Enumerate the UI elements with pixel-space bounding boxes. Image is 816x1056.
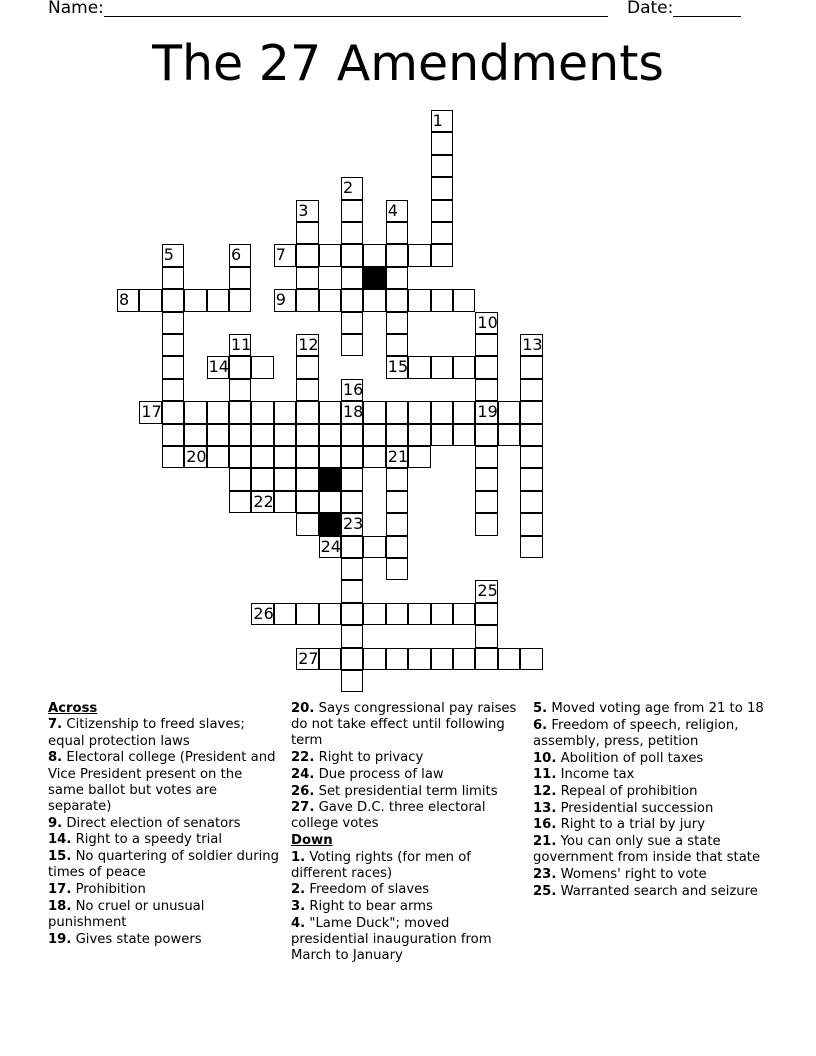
grid-cell[interactable] <box>408 424 430 446</box>
grid-cell[interactable] <box>431 132 453 154</box>
grid-cell[interactable] <box>251 446 273 468</box>
cell-number: 2 <box>343 178 354 198</box>
grid-cell[interactable] <box>319 491 341 513</box>
clue-number: 15. <box>48 849 72 865</box>
black-cell <box>363 267 385 289</box>
clue-item <box>533 718 773 750</box>
grid-cell[interactable] <box>229 491 251 513</box>
cell-number: 14 <box>208 357 229 377</box>
grid-cell[interactable] <box>386 401 408 423</box>
grid-cell[interactable] <box>184 289 206 311</box>
grid-cell[interactable] <box>274 603 296 625</box>
clue-number: 18. <box>48 898 72 914</box>
black-cell <box>319 513 341 535</box>
cell-number: 20 <box>186 447 207 466</box>
grid-cell[interactable] <box>408 648 430 670</box>
clue-number: 1. <box>291 849 306 865</box>
clue-text: Freedom of speech, religion, assembly, press, petition <box>533 717 739 749</box>
grid-cell[interactable] <box>520 513 542 535</box>
grid-cell[interactable] <box>386 558 408 580</box>
clue-item <box>533 834 773 866</box>
clue-text: Voting rights (for men of different races) <box>291 849 471 881</box>
clue-text: Right to bear arms <box>305 899 433 915</box>
clue-text: Income tax <box>556 767 635 783</box>
grid-cell[interactable] <box>296 468 318 490</box>
grid-cell[interactable] <box>386 424 408 446</box>
grid-cell[interactable] <box>408 446 430 468</box>
clue-number: 6. <box>533 717 548 733</box>
grid-cell[interactable] <box>319 603 341 625</box>
grid-cell[interactable] <box>341 446 363 468</box>
grid-cell[interactable] <box>162 334 184 356</box>
clue-item <box>533 884 773 900</box>
grid-cell[interactable] <box>475 446 497 468</box>
grid-cell[interactable] <box>363 603 385 625</box>
grid-cell[interactable] <box>296 222 318 244</box>
grid-cell[interactable] <box>296 244 318 266</box>
grid-cell[interactable] <box>296 267 318 289</box>
clue-number: 19. <box>48 931 72 947</box>
clue-number: 7. <box>48 717 63 733</box>
grid-cell[interactable] <box>207 401 229 423</box>
grid-cell[interactable] <box>341 468 363 490</box>
grid-cell[interactable] <box>296 401 318 423</box>
clue-number: 8. <box>48 750 63 766</box>
grid-cell[interactable] <box>251 424 273 446</box>
grid-cell[interactable] <box>453 424 475 446</box>
clue-item <box>291 701 523 750</box>
grid-cell[interactable] <box>207 424 229 446</box>
grid-cell[interactable] <box>319 289 341 311</box>
cell-number: 1 <box>432 111 443 130</box>
clue-item <box>48 717 280 749</box>
grid-cell[interactable] <box>520 491 542 513</box>
grid-cell[interactable] <box>431 424 453 446</box>
grid-cell[interactable] <box>296 513 318 535</box>
grid-cell[interactable] <box>319 446 341 468</box>
grid-cell[interactable] <box>408 401 430 423</box>
clue-item <box>533 701 773 717</box>
grid-cell[interactable] <box>431 648 453 670</box>
name-label: Name: <box>48 0 104 18</box>
grid-cell[interactable] <box>341 222 363 244</box>
cell-number: 23 <box>343 514 364 534</box>
grid-cell[interactable] <box>520 379 542 401</box>
cell-number: 10 <box>477 312 498 332</box>
grid-cell[interactable] <box>162 446 184 468</box>
grid-cell[interactable] <box>363 648 385 670</box>
grid-cell[interactable] <box>520 356 542 378</box>
grid-cell[interactable] <box>274 468 296 490</box>
clue-text: No cruel or unusual punishment <box>48 898 205 930</box>
across-heading: Across <box>48 701 98 716</box>
grid-cell[interactable] <box>162 379 184 401</box>
grid-cell[interactable] <box>274 491 296 513</box>
grid-cell[interactable] <box>408 356 430 378</box>
clue-item <box>48 899 280 931</box>
clue-item <box>533 817 773 833</box>
grid-cell[interactable] <box>319 244 341 266</box>
grid-cell[interactable] <box>475 603 497 625</box>
grid-cell[interactable] <box>475 468 497 490</box>
grid-cell[interactable] <box>341 558 363 580</box>
clue-item <box>291 899 523 915</box>
clue-number: 2. <box>291 882 306 898</box>
grid-cell[interactable] <box>453 603 475 625</box>
grid-cell[interactable] <box>431 244 453 266</box>
clue-number: 3. <box>291 899 306 915</box>
grid-cell[interactable] <box>229 424 251 446</box>
grid-cell[interactable] <box>341 603 363 625</box>
grid-cell[interactable] <box>251 468 273 490</box>
clue-item <box>533 867 773 883</box>
grid-cell[interactable] <box>408 244 430 266</box>
grid-cell[interactable] <box>341 625 363 647</box>
grid-cell[interactable] <box>341 200 363 222</box>
grid-cell[interactable] <box>162 424 184 446</box>
clue-number: 20. <box>291 701 315 716</box>
grid-cell[interactable] <box>251 356 273 378</box>
clue-text: Prohibition <box>71 881 146 897</box>
grid-cell[interactable] <box>274 446 296 468</box>
cell-number: 21 <box>387 447 409 466</box>
grid-cell[interactable] <box>251 401 273 423</box>
grid-cell[interactable] <box>139 289 161 311</box>
grid-cell[interactable] <box>520 424 542 446</box>
clue-text: Electoral college (President and Vice President present on the same ballot but votes are separate) <box>48 750 276 814</box>
clue-text: "Lame Duck"; moved presidential inauguration from March to January <box>291 915 492 964</box>
cell-number: 5 <box>163 245 174 265</box>
grid-cell[interactable] <box>341 670 363 692</box>
grid-cell[interactable] <box>296 379 318 401</box>
grid-cell[interactable] <box>431 222 453 244</box>
grid-cell[interactable] <box>162 401 184 423</box>
grid-cell[interactable] <box>386 289 408 311</box>
cell-number: 16 <box>343 379 364 399</box>
grid-cell[interactable] <box>341 312 363 334</box>
grid-cell[interactable] <box>162 356 184 378</box>
grid-cell[interactable] <box>341 648 363 670</box>
cell-number: 9 <box>275 290 286 310</box>
clue-text: You can only sue a state government from inside that state <box>533 834 761 866</box>
clue-number: 14. <box>48 832 72 848</box>
grid-cell[interactable] <box>341 334 363 356</box>
grid-cell[interactable] <box>319 401 341 423</box>
clue-number: 17. <box>48 881 72 897</box>
grid-cell[interactable] <box>363 401 385 423</box>
grid-cell[interactable] <box>207 446 229 468</box>
clue-item <box>533 801 773 817</box>
grid-cell[interactable] <box>386 267 408 289</box>
grid-cell[interactable] <box>386 648 408 670</box>
grid-cell[interactable] <box>475 648 497 670</box>
grid-cell[interactable] <box>453 401 475 423</box>
grid-cell[interactable] <box>475 379 497 401</box>
grid-cell[interactable] <box>475 334 497 356</box>
clues-column-2 <box>291 701 523 965</box>
clue-text: Set presidential term limits <box>314 783 498 799</box>
cell-number: 13 <box>522 335 543 354</box>
clue-text: Right to a trial by jury <box>556 817 705 833</box>
grid-cell[interactable] <box>363 446 385 468</box>
grid-cell[interactable] <box>363 536 385 558</box>
clue-text: Warranted search and seizure <box>556 883 758 899</box>
clue-item <box>48 750 280 815</box>
clue-item <box>291 800 523 832</box>
grid-cell[interactable] <box>341 424 363 446</box>
cell-number: 22 <box>253 491 274 511</box>
clue-text: Moved voting age from 21 to 18 <box>547 701 764 716</box>
grid-cell[interactable] <box>229 267 251 289</box>
grid-cell[interactable] <box>386 334 408 356</box>
grid-cell[interactable] <box>520 446 542 468</box>
clue-text: Direct election of senators <box>62 815 241 831</box>
grid-cell[interactable] <box>229 401 251 423</box>
grid-cell[interactable] <box>498 401 520 423</box>
clue-number: 16. <box>533 817 557 833</box>
grid-cell[interactable] <box>431 401 453 423</box>
black-cell <box>319 468 341 490</box>
grid-cell[interactable] <box>341 536 363 558</box>
grid-cell[interactable] <box>408 603 430 625</box>
grid-cell[interactable] <box>386 468 408 490</box>
grid-cell[interactable] <box>475 356 497 378</box>
clue-number: 9. <box>48 815 63 831</box>
grid-cell[interactable] <box>386 536 408 558</box>
grid-cell[interactable] <box>296 424 318 446</box>
grid-cell[interactable] <box>363 424 385 446</box>
clue-number: 21. <box>533 834 557 850</box>
clue-text: Gives state powers <box>71 931 202 947</box>
grid-cell[interactable] <box>431 155 453 177</box>
grid-cell[interactable] <box>274 424 296 446</box>
grid-cell[interactable] <box>184 424 206 446</box>
grid-cell[interactable] <box>162 289 184 311</box>
clue-item <box>291 750 523 766</box>
grid-cell[interactable] <box>453 648 475 670</box>
clue-number: 22. <box>291 750 315 766</box>
grid-cell[interactable] <box>319 424 341 446</box>
grid-cell[interactable] <box>363 289 385 311</box>
grid-cell[interactable] <box>229 356 251 378</box>
cell-number: 8 <box>119 290 130 310</box>
clue-item <box>533 751 773 767</box>
clue-text: Freedom of slaves <box>305 882 430 898</box>
clue-number: 10. <box>533 750 557 766</box>
grid-cell[interactable] <box>341 289 363 311</box>
clue-number: 11. <box>533 767 557 783</box>
grid-cell[interactable] <box>184 401 206 423</box>
grid-cell[interactable] <box>498 648 520 670</box>
clue-number: 4. <box>291 915 306 931</box>
cell-number: 24 <box>320 536 341 556</box>
grid-cell[interactable] <box>520 648 542 670</box>
clue-text: Repeal of prohibition <box>556 784 698 800</box>
cell-number: 27 <box>298 648 319 668</box>
grid-cell[interactable] <box>274 401 296 423</box>
clue-number: 25. <box>533 883 557 899</box>
grid-cell[interactable] <box>431 356 453 378</box>
grid-cell[interactable] <box>475 513 497 535</box>
grid-cell[interactable] <box>229 289 251 311</box>
grid-cell[interactable] <box>229 379 251 401</box>
clue-number: 23. <box>533 867 557 883</box>
grid-cell[interactable] <box>296 289 318 311</box>
grid-cell[interactable] <box>341 267 363 289</box>
clues-column-1 <box>48 701 280 948</box>
cell-number: 18 <box>343 402 364 422</box>
grid-cell[interactable] <box>229 468 251 490</box>
cell-number: 11 <box>231 335 252 354</box>
cell-number: 12 <box>298 335 319 354</box>
clue-number: 27. <box>291 800 315 816</box>
grid-cell[interactable] <box>520 468 542 490</box>
clue-item <box>533 784 773 800</box>
cell-number: 3 <box>298 200 309 220</box>
grid-cell[interactable] <box>296 446 318 468</box>
grid-cell[interactable] <box>162 267 184 289</box>
cell-number: 19 <box>477 402 498 422</box>
grid-cell[interactable] <box>475 424 497 446</box>
page-title: The 27 Amendments <box>152 35 664 92</box>
clue-item <box>48 932 280 948</box>
clue-text: Says congressional pay raises do not take effect until following term <box>291 701 517 749</box>
grid-cell[interactable] <box>296 491 318 513</box>
cell-number: 17 <box>141 402 162 422</box>
cell-number: 26 <box>253 603 274 623</box>
grid-cell[interactable] <box>341 491 363 513</box>
grid-cell[interactable] <box>207 289 229 311</box>
grid-cell[interactable] <box>386 603 408 625</box>
cell-number: 4 <box>387 200 398 220</box>
grid-cell[interactable] <box>520 536 542 558</box>
clue-number: 5. <box>533 701 548 716</box>
grid-cell[interactable] <box>386 222 408 244</box>
clue-text: Gave D.C. three electoral college votes <box>291 800 486 832</box>
clue-text: Womens' right to vote <box>556 867 707 883</box>
clue-text: No quartering of soldier during times of peace <box>48 849 280 881</box>
grid-cell[interactable] <box>386 244 408 266</box>
clue-number: 12. <box>533 784 557 800</box>
clue-text: Due process of law <box>314 766 444 782</box>
grid-cell[interactable] <box>475 625 497 647</box>
grid-cell[interactable] <box>453 289 475 311</box>
grid-cell[interactable] <box>296 356 318 378</box>
clue-item <box>48 882 280 898</box>
clue-item <box>291 784 523 800</box>
clue-item <box>291 882 523 898</box>
grid-cell[interactable] <box>386 312 408 334</box>
clue-item <box>48 832 280 848</box>
clue-number: 24. <box>291 766 315 782</box>
grid-cell[interactable] <box>408 289 430 311</box>
cell-number: 6 <box>231 245 242 265</box>
grid-cell[interactable] <box>453 356 475 378</box>
cell-number: 25 <box>477 581 498 601</box>
clue-item <box>48 816 280 832</box>
clue-number: 13. <box>533 800 557 816</box>
clue-number: 26. <box>291 783 315 799</box>
down-heading: Down <box>291 833 333 849</box>
clue-text: Abolition of poll taxes <box>556 750 704 766</box>
clue-item <box>533 767 773 783</box>
cell-number: 7 <box>275 245 286 265</box>
date-label: Date: <box>627 0 674 18</box>
grid-cell[interactable] <box>475 491 497 513</box>
grid-cell[interactable] <box>431 177 453 199</box>
grid-cell[interactable] <box>431 603 453 625</box>
grid-cell[interactable] <box>386 513 408 535</box>
clue-item <box>291 916 523 965</box>
grid-cell[interactable] <box>520 401 542 423</box>
clue-item <box>291 767 523 783</box>
clues-column-3 <box>533 701 773 900</box>
grid-cell[interactable] <box>319 648 341 670</box>
grid-cell[interactable] <box>296 603 318 625</box>
clue-text: Presidential succession <box>556 800 714 816</box>
grid-cell[interactable] <box>431 200 453 222</box>
grid-cell[interactable] <box>431 289 453 311</box>
grid-cell[interactable] <box>363 244 385 266</box>
cell-number: 15 <box>387 357 409 377</box>
clue-text: Right to privacy <box>314 750 424 766</box>
grid-cell[interactable] <box>229 446 251 468</box>
grid-cell[interactable] <box>341 244 363 266</box>
grid-cell[interactable] <box>162 312 184 334</box>
clue-item <box>291 850 523 882</box>
clue-item <box>48 849 280 881</box>
grid-cell[interactable] <box>341 580 363 602</box>
clue-text: Citizenship to freed slaves; equal protection laws <box>48 717 245 749</box>
grid-cell[interactable] <box>386 491 408 513</box>
clue-text: Right to a speedy trial <box>71 832 223 848</box>
grid-cell[interactable] <box>498 424 520 446</box>
